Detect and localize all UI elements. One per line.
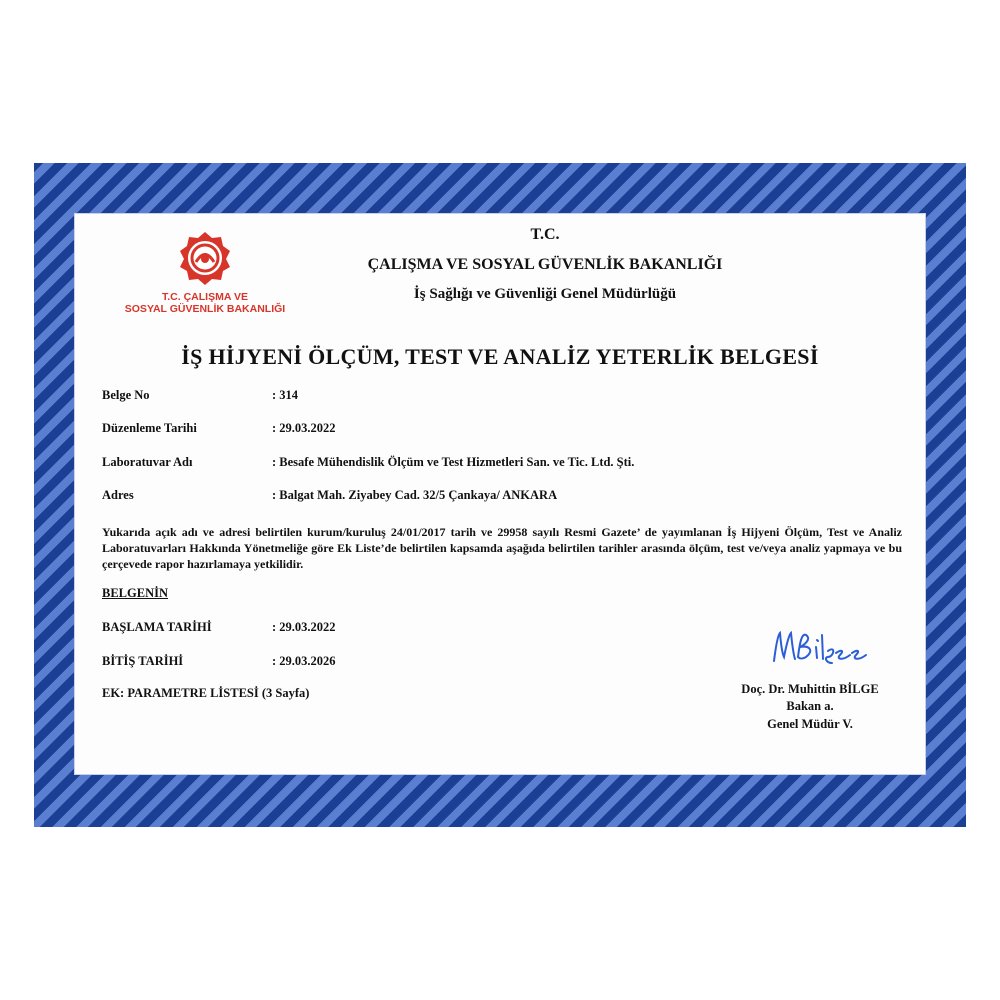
- field-value: : 29.03.2022: [272, 620, 336, 634]
- header-directorate: İş Sağlığı ve Güvenliği Genel Müdürlüğü: [413, 286, 677, 302]
- logo-line-1: T.C. ÇALIŞMA VE: [162, 291, 248, 303]
- certificate-body: [74, 213, 926, 775]
- field-belge-no: [102, 388, 298, 403]
- field-value: : 29.03.2026: [272, 654, 336, 668]
- authorization-paragraph: Yukarıda açık adı ve adresi belirtilen kurum/kuruluş 24/01/2017 tarih ve 29958 sayılı Resmi Gazete’ de yayımlanan İş Hijyeni Ölçüm, Test ve Analiz Laboratuvarları Hakkında Yönetmeliğe göre Ek Liste’de belirtilen kapsamda aşağıda belirtilen tarihler arasında ölçüm, test ve/veya analiz yapmaya ve bu çerçevede rapor hazırlamaya yetkilidir.: [102, 525, 902, 571]
- field-value: : 314: [272, 388, 299, 402]
- field-label: Laboratuvar Adı: [102, 455, 193, 469]
- signature-block: [695, 627, 925, 737]
- field-label: Adres: [102, 488, 134, 502]
- field-label: Düzenleme Tarihi: [102, 421, 197, 435]
- handwritten-signature: [770, 627, 890, 667]
- field-label: BİTİŞ TARİHİ: [102, 654, 184, 668]
- ek-parametre-listesi: EK: PARAMETRE LİSTESİ (3 Sayfa): [102, 686, 310, 700]
- field-value: : Besafe Mühendislik Ölçüm ve Test Hizmetleri San. ve Tic. Ltd. Şti.: [272, 455, 635, 469]
- signatory-role: Bakan a.: [786, 699, 834, 713]
- field-duzenleme-tarihi: [102, 421, 336, 436]
- field-label: BAŞLAMA TARİHİ: [102, 620, 212, 634]
- signatory-name: Doç. Dr. Muhittin BİLGE: [741, 682, 879, 696]
- logo-line-2: SOSYAL GÜVENLİK BAKANLIĞI: [124, 303, 286, 315]
- field-adres: [102, 488, 557, 503]
- field-bitis-tarihi: [102, 654, 336, 669]
- certificate-title: İŞ HİJYENİ ÖLÇÜM, TEST VE ANALİZ YETERLİK BELGESİ: [181, 344, 819, 369]
- field-value: : 29.03.2022: [272, 421, 336, 435]
- header-tc: T.C.: [530, 226, 560, 243]
- field-baslama-tarihi: [102, 620, 336, 635]
- field-laboratuvar-adi: [102, 455, 634, 470]
- header-ministry: ÇALIŞMA VE SOSYAL GÜVENLİK BAKANLIĞI: [367, 256, 723, 273]
- field-label: Belge No: [102, 388, 150, 402]
- certificate-border: [34, 163, 966, 827]
- signatory-title: Genel Müdür V.: [767, 717, 853, 731]
- field-value: : Balgat Mah. Ziyabey Cad. 32/5 Çankaya/ ANKARA: [272, 488, 558, 502]
- belgenin-heading: BELGENİN: [102, 586, 168, 600]
